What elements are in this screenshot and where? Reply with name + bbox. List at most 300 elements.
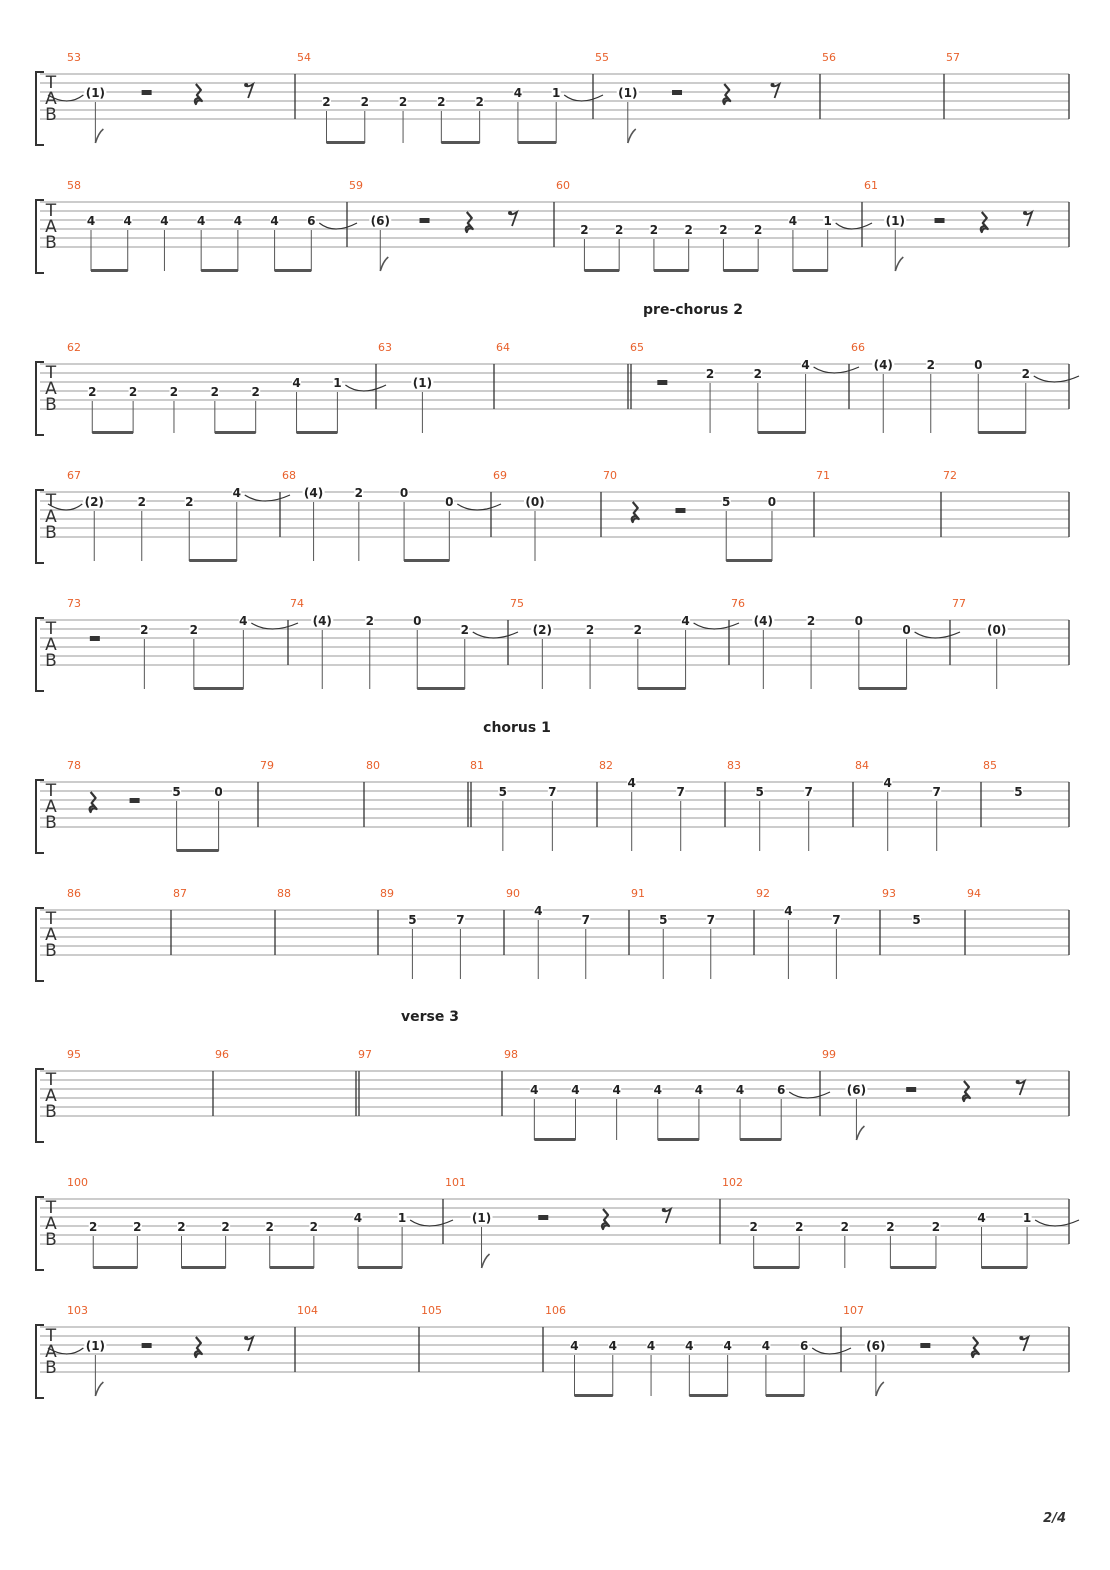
bar-number: 99: [822, 1048, 836, 1061]
tie-arc: [345, 385, 386, 391]
tab-clef-letter: B: [45, 395, 57, 415]
quarter-rest: [972, 1337, 979, 1357]
fret-number: 2: [185, 495, 194, 509]
tie-arc: [319, 223, 357, 229]
fret-number: (1): [885, 214, 905, 228]
tab-clef-letter: A: [45, 635, 57, 655]
tab-clef-letter: T: [45, 73, 57, 93]
fret-number: 2: [210, 385, 220, 399]
half-rest: [142, 90, 152, 95]
fret-number: 4: [735, 1083, 745, 1097]
bar-number: 106: [545, 1304, 566, 1317]
beam: [93, 1266, 137, 1269]
fret-number: 4: [608, 1339, 617, 1353]
fret-number: 6: [307, 214, 316, 228]
beam: [518, 141, 556, 144]
bar-number: 69: [493, 469, 507, 482]
tie-arc: [1035, 1220, 1079, 1226]
eighth-rest-dot: [1016, 1080, 1020, 1084]
bar-number: 53: [67, 51, 81, 64]
tab-clef-letter: B: [45, 1230, 57, 1250]
tab-clef-letter: A: [45, 797, 57, 817]
half-rest: [90, 636, 100, 641]
fret-number: (0): [525, 495, 545, 509]
tab-system: [36, 51, 1069, 145]
fret-number: 2: [140, 623, 149, 637]
tab-clef-letter: A: [45, 925, 57, 945]
tab-clef-letter: A: [45, 1086, 57, 1106]
bar-number: 84: [855, 759, 869, 772]
eighth-flag: [876, 1382, 884, 1396]
bar-number: 73: [67, 597, 81, 610]
fret-number: 7: [548, 785, 557, 799]
bar-number: 63: [378, 341, 392, 354]
beam: [890, 1266, 936, 1269]
fret-number: 4: [653, 1083, 662, 1097]
fret-number: 1: [823, 214, 832, 228]
eighth-rest-dot: [1019, 1336, 1023, 1340]
fret-number: 2: [886, 1220, 895, 1234]
eighth-flag: [895, 257, 903, 271]
fret-number: 4: [123, 214, 132, 228]
fret-number: 4: [685, 1339, 694, 1353]
tab-clef-letter: T: [45, 201, 57, 221]
fret-number: (1): [471, 1211, 492, 1225]
fret-number: 4: [270, 214, 279, 228]
fret-number: 4: [86, 214, 96, 228]
fret-number: 5: [659, 913, 668, 927]
fret-number: 4: [788, 214, 798, 228]
tie-arc: [915, 632, 960, 638]
tab-clef-letter: B: [45, 1358, 57, 1378]
tab-clef-letter: B: [45, 651, 57, 671]
bar-number: 65: [630, 341, 644, 354]
tab-clef-letter: A: [45, 379, 57, 399]
fret-number: 2: [322, 95, 331, 109]
beam: [297, 431, 338, 434]
bar-number: 90: [506, 887, 520, 900]
quarter-rest: [632, 502, 639, 522]
fret-number: 0: [974, 358, 983, 372]
fret-number: 2: [1021, 367, 1030, 381]
half-rest: [130, 798, 140, 803]
tab-system: [36, 1176, 1079, 1270]
beam: [723, 269, 758, 272]
fret-number: (1): [85, 1339, 106, 1353]
bar-number: 98: [504, 1048, 518, 1061]
tie-arc: [410, 1220, 453, 1226]
bar-number: 72: [943, 469, 957, 482]
fret-number: 2: [88, 385, 97, 399]
bar-number: 87: [173, 887, 187, 900]
tab-clef-letter: A: [45, 507, 57, 527]
fret-number: 2: [398, 95, 408, 109]
fret-number: (0): [987, 623, 1007, 637]
half-rest: [672, 90, 682, 95]
fret-number: 2: [437, 95, 446, 109]
fret-number: 2: [684, 223, 693, 237]
beam: [982, 1266, 1028, 1269]
bar-number: 95: [67, 1048, 81, 1061]
tab-system: [36, 1304, 1069, 1398]
tab-clef-letter: T: [45, 491, 57, 511]
bar-number: 59: [349, 179, 363, 192]
tie-arc: [836, 223, 872, 229]
fret-number: 2: [460, 623, 469, 637]
beam: [978, 431, 1026, 434]
fret-number: (1): [618, 86, 638, 100]
tie-arc: [1034, 376, 1079, 382]
quarter-rest: [195, 1337, 202, 1357]
fret-number: (1): [412, 376, 433, 390]
beam: [726, 559, 772, 562]
fret-number: 0: [767, 495, 777, 509]
bar-number: 100: [67, 1176, 88, 1189]
bar-number: 57: [946, 51, 960, 64]
fret-number: 1: [397, 1211, 407, 1225]
fret-number: 4: [627, 776, 636, 790]
tab-clef-letter: T: [45, 363, 57, 383]
section-label: verse 3: [401, 1009, 459, 1025]
fret-number: 6: [800, 1339, 809, 1353]
beam: [92, 431, 133, 434]
fret-number: 4: [646, 1339, 656, 1353]
fret-number: (1): [85, 86, 106, 100]
fret-number: 2: [189, 623, 199, 637]
bar-number: 104: [297, 1304, 318, 1317]
bar-number: 86: [67, 887, 81, 900]
tab-clef-letter: T: [45, 1326, 57, 1346]
bar-number: 89: [380, 887, 394, 900]
fret-number: 2: [649, 223, 659, 237]
beam: [758, 431, 806, 434]
tie-arc: [473, 632, 518, 638]
fret-number: 2: [89, 1220, 98, 1234]
beam: [754, 1266, 800, 1269]
fret-number: 4: [883, 776, 892, 790]
bar-number: 71: [816, 469, 830, 482]
fret-number: (6): [866, 1339, 886, 1353]
beam: [689, 1394, 727, 1397]
beam: [584, 269, 619, 272]
fret-number: 2: [265, 1220, 274, 1234]
quarter-rest: [723, 84, 730, 104]
fret-number: 4: [534, 904, 543, 918]
fret-number: 2: [795, 1220, 804, 1234]
fret-number: 2: [177, 1220, 186, 1234]
tab-system: [36, 887, 1069, 981]
bar-number: 93: [882, 887, 896, 900]
fret-number: 4: [570, 1339, 579, 1353]
fret-number: 7: [804, 785, 813, 799]
tab-system: [36, 1009, 1069, 1142]
fret-number: (4): [873, 358, 893, 372]
fret-number: 2: [719, 223, 728, 237]
bar-number: 97: [358, 1048, 372, 1061]
eighth-rest-dot: [508, 211, 512, 215]
fret-number: 4: [784, 904, 793, 918]
tab-clef-letter: A: [45, 89, 57, 109]
fret-number: 5: [1014, 785, 1023, 799]
fret-number: 2: [128, 385, 138, 399]
fret-number: (6): [846, 1083, 867, 1097]
fret-number: 4: [513, 86, 523, 100]
beam: [215, 431, 256, 434]
bar-number: 77: [952, 597, 966, 610]
fret-number: 2: [614, 223, 624, 237]
bar-number: 68: [282, 469, 296, 482]
fret-number: (2): [84, 495, 104, 509]
beam: [201, 269, 238, 272]
fret-number: (6): [370, 214, 390, 228]
bar-number: 67: [67, 469, 81, 482]
fret-number: 0: [413, 614, 422, 628]
beam: [91, 269, 128, 272]
half-rest: [906, 1087, 916, 1092]
fret-number: 5: [408, 913, 417, 927]
fret-number: 1: [552, 86, 561, 100]
eighth-rest-dot: [662, 1208, 666, 1212]
bar-number: 64: [496, 341, 510, 354]
fret-number: 5: [172, 785, 181, 799]
bar-number: 83: [727, 759, 741, 772]
tab-clef-letter: A: [45, 1342, 57, 1362]
fret-number: 2: [309, 1220, 319, 1234]
tab-clef-letter: T: [45, 909, 57, 929]
fret-number: 5: [498, 785, 508, 799]
fret-number: 4: [761, 1339, 771, 1353]
bar-number: 79: [260, 759, 274, 772]
tie-arc: [251, 623, 298, 629]
eighth-flag: [95, 1382, 103, 1396]
section-label: chorus 1: [483, 720, 551, 736]
tie-arc: [812, 1348, 851, 1354]
fret-number: (4): [312, 614, 332, 628]
fret-number: 4: [530, 1083, 539, 1097]
fret-number: 4: [801, 358, 810, 372]
fret-number: 4: [694, 1083, 704, 1097]
quarter-rest: [195, 84, 202, 104]
fret-number: 2: [251, 385, 260, 399]
bar-number: 81: [470, 759, 484, 772]
tie-arc: [245, 495, 290, 501]
bar-number: 91: [631, 887, 645, 900]
bar-number: 75: [510, 597, 524, 610]
fret-number: 2: [931, 1220, 941, 1234]
eighth-flag: [482, 1254, 490, 1268]
fret-number: 2: [806, 614, 816, 628]
beam: [766, 1394, 804, 1397]
fret-number: 4: [232, 486, 241, 500]
eighth-rest-dot: [1023, 211, 1027, 215]
half-rest: [935, 218, 945, 223]
bar-number: 105: [421, 1304, 442, 1317]
fret-number: 1: [1022, 1211, 1032, 1225]
eighth-flag: [628, 129, 636, 143]
fret-number: 1: [333, 376, 342, 390]
fret-number: (4): [753, 614, 773, 628]
bar-number: 82: [599, 759, 613, 772]
tab-clef-letter: A: [45, 1214, 57, 1234]
fret-number: 0: [214, 785, 223, 799]
tie-arc: [694, 623, 739, 629]
beam: [534, 1138, 575, 1141]
bar-number: 94: [967, 887, 981, 900]
fret-number: 0: [445, 495, 454, 509]
fret-number: 2: [580, 223, 589, 237]
eighth-flag: [95, 129, 103, 143]
tab-clef-letter: B: [45, 233, 57, 253]
fret-number: 2: [585, 623, 595, 637]
fret-number: 2: [137, 495, 146, 509]
fret-number: (4): [303, 486, 324, 500]
bar-number: 85: [983, 759, 997, 772]
tab-system: [36, 179, 1069, 273]
beam: [658, 1138, 699, 1141]
tab-clef-letter: B: [45, 105, 57, 125]
page-number: 2/4: [1043, 1511, 1066, 1526]
tab-clef-letter: B: [45, 813, 57, 833]
fret-number: 7: [456, 913, 465, 927]
eighth-rest-dot: [771, 83, 775, 87]
fret-number: 2: [475, 95, 484, 109]
beam: [638, 687, 686, 690]
bar-number: 56: [822, 51, 836, 64]
eighth-flag: [380, 257, 388, 271]
tab-system: [36, 597, 1069, 691]
bar-number: 102: [722, 1176, 743, 1189]
tab-clef-letter: T: [45, 619, 57, 639]
tie-arc: [564, 95, 603, 101]
fret-number: 4: [292, 376, 301, 390]
eighth-rest-dot: [244, 1336, 248, 1340]
fret-number: 7: [932, 785, 941, 799]
fret-number: 4: [353, 1211, 363, 1225]
fret-number: 7: [832, 913, 841, 927]
fret-number: 5: [755, 785, 764, 799]
half-rest: [675, 508, 685, 513]
fret-number: 2: [133, 1220, 142, 1234]
beam: [859, 687, 907, 690]
bar-number: 60: [556, 179, 570, 192]
beam: [194, 687, 244, 690]
fret-number: 2: [840, 1220, 849, 1234]
fret-number: 0: [399, 486, 409, 500]
fret-number: 4: [196, 214, 206, 228]
fret-number: 4: [571, 1083, 580, 1097]
beam: [358, 1266, 402, 1269]
half-rest: [657, 380, 667, 385]
bar-number: 74: [290, 597, 304, 610]
fret-number: 2: [633, 623, 643, 637]
beam: [574, 1394, 612, 1397]
tie-arc: [789, 1092, 830, 1098]
beam: [189, 559, 237, 562]
tab-clef-letter: T: [45, 1198, 57, 1218]
fret-number: 2: [926, 358, 935, 372]
fret-number: 2: [360, 95, 369, 109]
fret-number: 2: [753, 367, 763, 381]
beam: [417, 687, 465, 690]
tab-clef-letter: T: [45, 1070, 57, 1090]
bar-number: 58: [67, 179, 81, 192]
section-label: pre-chorus 2: [643, 302, 743, 318]
tab-clef-letter: B: [45, 1102, 57, 1122]
bar-number: 103: [67, 1304, 88, 1317]
fret-number: 2: [749, 1220, 758, 1234]
fret-number: 7: [581, 913, 590, 927]
bar-number: 70: [603, 469, 617, 482]
fret-number: (2): [532, 623, 552, 637]
fret-number: 0: [902, 623, 911, 637]
bar-number: 78: [67, 759, 81, 772]
beam: [326, 141, 364, 144]
beam: [740, 1138, 781, 1141]
fret-number: 7: [706, 913, 715, 927]
half-rest: [920, 1343, 930, 1348]
tab-clef-letter: A: [45, 217, 57, 237]
fret-number: 4: [160, 214, 169, 228]
bar-number: 96: [215, 1048, 229, 1061]
fret-number: 2: [354, 486, 364, 500]
bar-number: 55: [595, 51, 609, 64]
bar-number: 61: [864, 179, 878, 192]
fret-number: 5: [912, 913, 921, 927]
fret-number: 0: [854, 614, 864, 628]
fret-number: 2: [365, 614, 374, 628]
bar-number: 66: [851, 341, 865, 354]
bar-number: 101: [445, 1176, 466, 1189]
quarter-rest: [981, 212, 988, 232]
fret-number: 6: [777, 1083, 786, 1097]
tab-clef-letter: B: [45, 523, 57, 543]
fret-number: 4: [723, 1339, 732, 1353]
half-rest: [538, 1215, 548, 1220]
quarter-rest: [602, 1209, 609, 1229]
half-rest: [142, 1343, 152, 1348]
quarter-rest: [963, 1081, 970, 1101]
fret-number: 4: [233, 214, 243, 228]
tab-clef-letter: B: [45, 941, 57, 961]
bar-number: 107: [843, 1304, 864, 1317]
bar-number: 88: [277, 887, 291, 900]
fret-number: 5: [722, 495, 731, 509]
beam: [654, 269, 689, 272]
beam: [177, 849, 219, 852]
fret-number: 7: [676, 785, 685, 799]
tab-clef-letter: T: [45, 781, 57, 801]
beam: [441, 141, 479, 144]
tie-arc: [814, 367, 859, 373]
eighth-flag: [856, 1126, 864, 1140]
bar-number: 62: [67, 341, 81, 354]
fret-number: 4: [681, 614, 690, 628]
fret-number: 4: [239, 614, 248, 628]
tab-system: [36, 469, 1069, 563]
fret-number: 2: [753, 223, 763, 237]
quarter-rest: [466, 212, 473, 232]
tab-system: [36, 302, 1079, 435]
fret-number: 2: [169, 385, 179, 399]
beam: [793, 269, 828, 272]
tie-arc: [457, 504, 501, 510]
bar-number: 92: [756, 887, 770, 900]
tab-system: [36, 720, 1069, 853]
bar-number: 54: [297, 51, 311, 64]
quarter-rest: [90, 792, 97, 812]
half-rest: [420, 218, 430, 223]
bar-number: 80: [366, 759, 380, 772]
